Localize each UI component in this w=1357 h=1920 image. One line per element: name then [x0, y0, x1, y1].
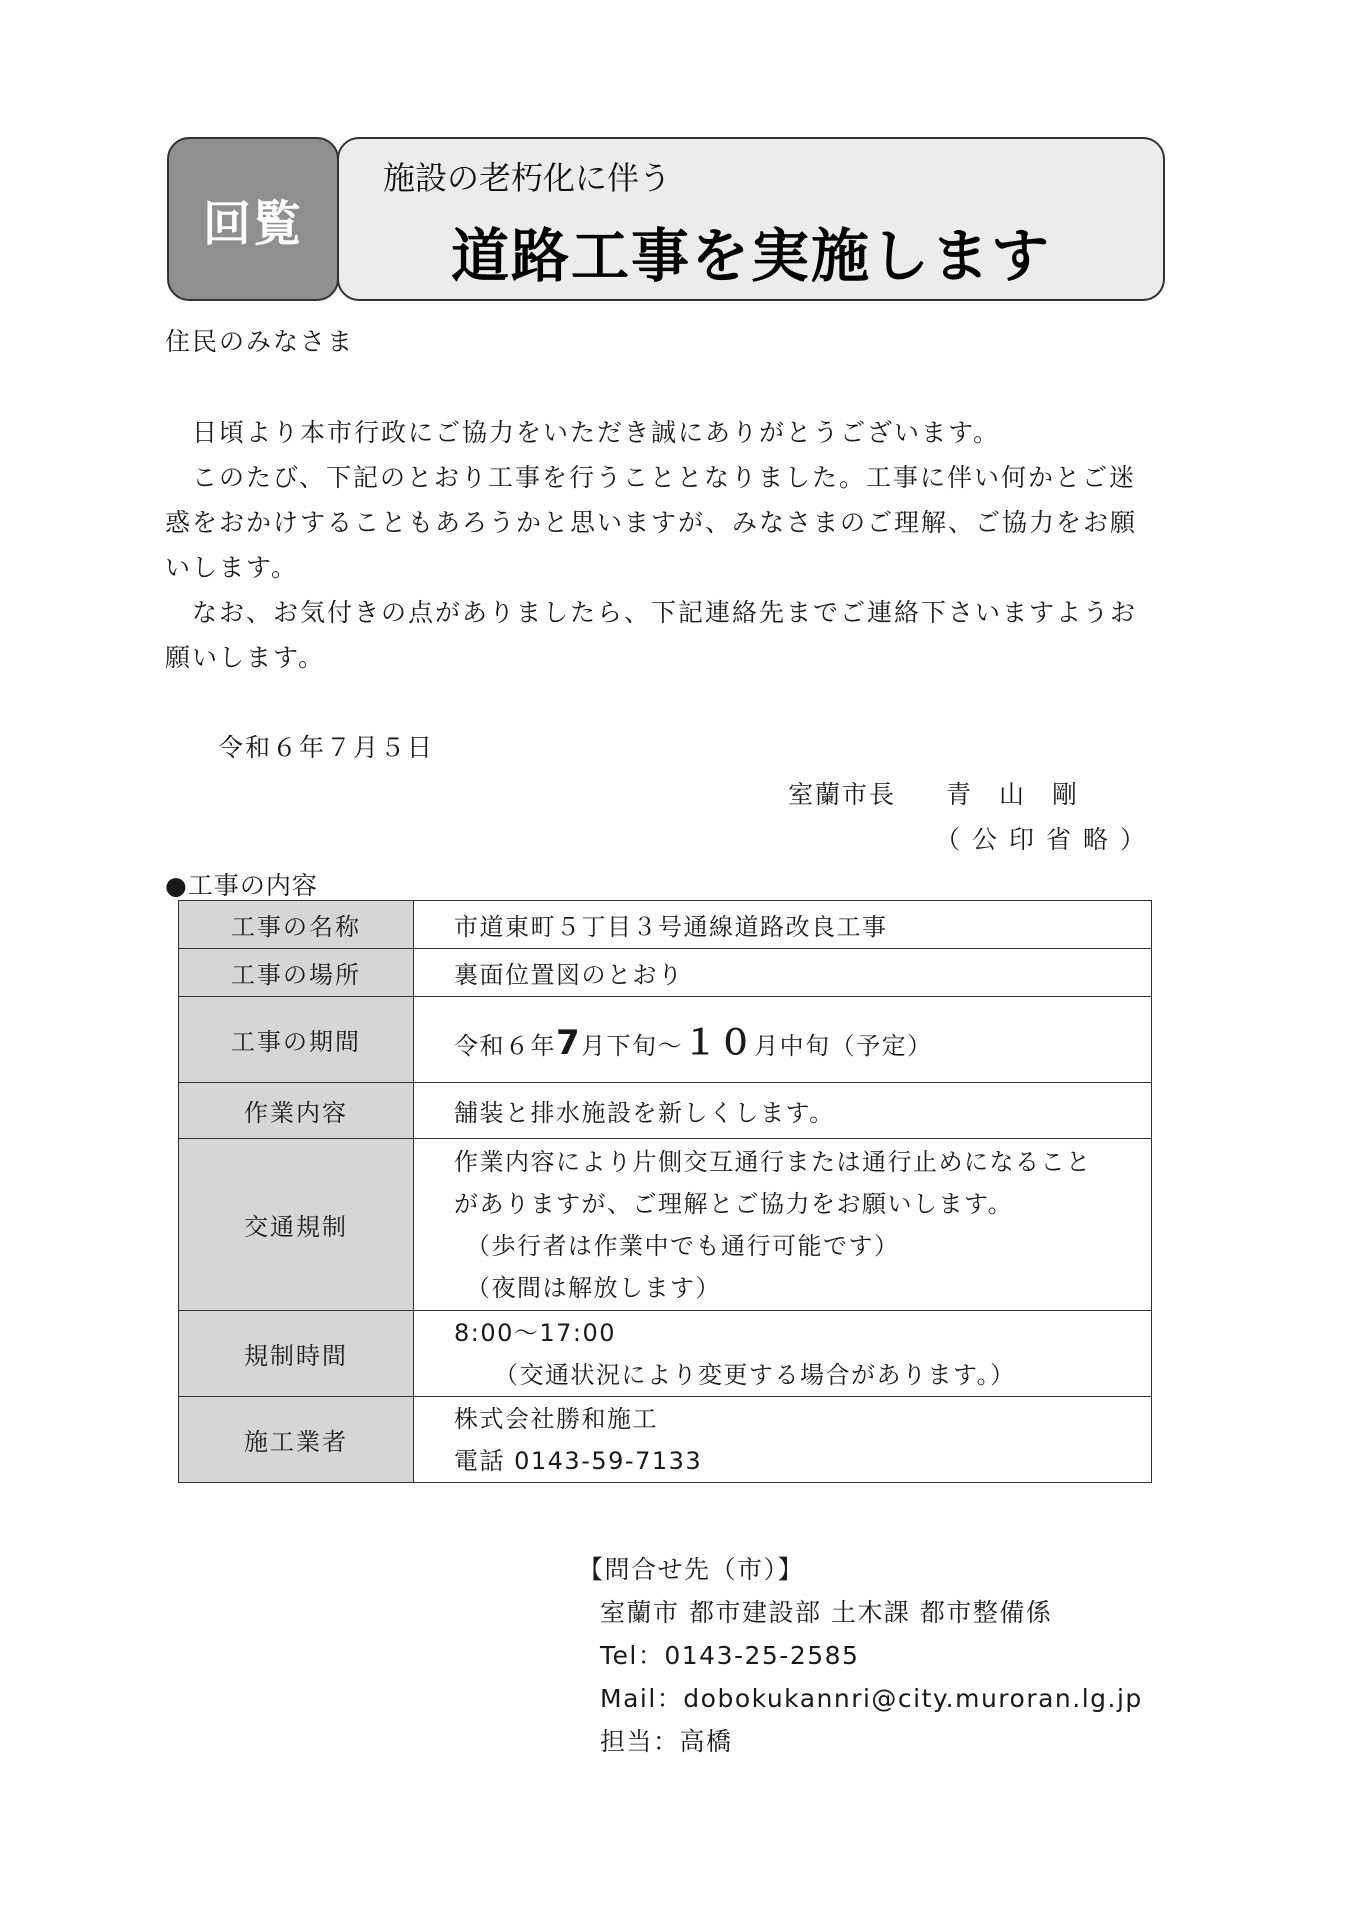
contact-department: 室蘭市 都市建設部 土木課 都市整備係	[600, 1598, 1053, 1627]
table-row-hours	[179, 1311, 1152, 1397]
contact-heading: 【問合せ先（市）】	[578, 1555, 805, 1584]
table-row-period	[179, 997, 1152, 1083]
table-row-place	[179, 949, 1152, 997]
header-banner	[337, 137, 1165, 301]
contact-tel: Tel：0143-25-2585	[600, 1641, 860, 1670]
paragraph-request: なお、お気付きの点がありましたら、下記連絡先までご連絡下さいますようお願いします。	[165, 598, 1138, 672]
table-row-name	[179, 901, 1152, 949]
body-text	[165, 410, 1145, 680]
period-end-month: １０	[683, 1023, 755, 1063]
label-work-period: 工事の期間	[179, 997, 414, 1083]
contractor-name: 株式会社勝和施工	[454, 1404, 658, 1433]
period-mid: 月下旬～	[581, 1032, 684, 1060]
hours-line-1: 8:00～17:00	[454, 1318, 617, 1347]
period-start-month: 7	[556, 1023, 582, 1063]
page-title: 道路工事を実施します	[450, 222, 1051, 290]
contact-mail: Mail：dobokukannri@city.muroran.lg.jp	[600, 1684, 1143, 1713]
label-work-place: 工事の場所	[179, 949, 414, 997]
value-hours	[414, 1311, 1152, 1397]
traffic-line-4: （夜間は解放します）	[466, 1273, 721, 1302]
hours-line-2: （交通状況により変更する場合があります。）	[494, 1360, 1016, 1389]
contractor-phone: 電話 0143-59-7133	[454, 1446, 703, 1475]
table-row-work	[179, 1083, 1152, 1139]
sender-line	[788, 775, 1105, 811]
label-work-name: 工事の名称	[179, 901, 414, 949]
value-contractor	[414, 1397, 1152, 1483]
table-row-traffic	[179, 1139, 1152, 1311]
contact-block	[578, 1548, 1143, 1763]
traffic-line-3: （歩行者は作業中でも通行可能です）	[466, 1231, 900, 1260]
traffic-line-1: 作業内容により片側交互通行または通行止めになること	[454, 1147, 1092, 1176]
paragraph-greeting: 日頃より本市行政にご協力をいただき誠にありがとうございます。	[192, 418, 1001, 447]
issue-date: 令和６年７月５日	[218, 733, 435, 762]
label-traffic: 交通規制	[179, 1139, 414, 1311]
value-work-place: 裏面位置図のとおり	[414, 949, 1152, 997]
value-traffic	[414, 1139, 1152, 1311]
sender-name: 青山剛	[946, 780, 1106, 809]
circulation-badge	[167, 137, 339, 301]
paragraph-notice: このたび、下記のとおり工事を行うこととなりました。工事に伴い何かとご迷惑をおかけすることもあろうかと思いますが、みなさまのご理解、ご協力をお願いします。	[165, 463, 1138, 582]
label-hours: 規制時間	[179, 1311, 414, 1397]
label-work-content: 作業内容	[179, 1083, 414, 1139]
section-heading: ●工事の内容	[165, 871, 318, 900]
table-row-contractor	[179, 1397, 1152, 1483]
period-prefix: 令和６年	[454, 1032, 556, 1060]
work-details-table	[178, 900, 1152, 1483]
seal-note: （公印省略）	[935, 825, 1158, 854]
contact-person: 担当：高橋	[600, 1727, 733, 1756]
value-work-period	[414, 997, 1152, 1083]
label-contractor: 施工業者	[179, 1397, 414, 1483]
sender-title: 室蘭市長	[788, 780, 897, 809]
salutation: 住民のみなさま	[165, 327, 355, 356]
period-suffix: 月中旬（予定）	[754, 1032, 933, 1060]
value-work-name: 市道東町５丁目３号通線道路改良工事	[414, 901, 1152, 949]
value-work-content: 舗装と排水施設を新しくします。	[414, 1083, 1152, 1139]
badge-label: 回覧	[202, 196, 303, 252]
header-subtitle: 施設の老朽化に伴う	[383, 159, 672, 197]
traffic-line-2: がありますが、ご理解とご協力をお願いします。	[454, 1189, 1014, 1218]
